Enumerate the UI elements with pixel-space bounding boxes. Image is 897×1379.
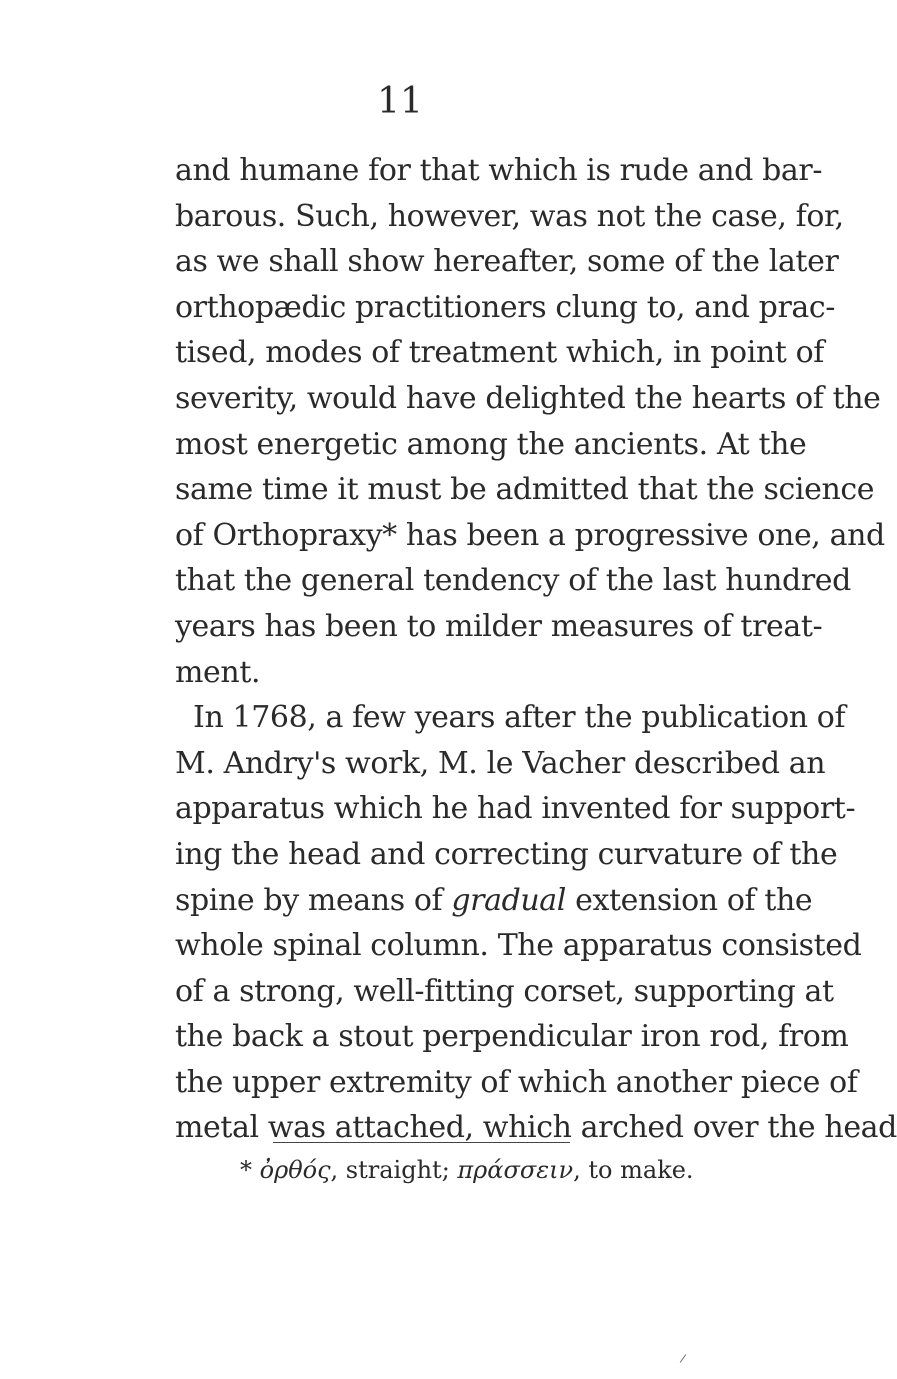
text-line: and humane for that which is rude and bar- — [175, 153, 823, 188]
text-line: severity, would have delighted the hearts of the — [175, 380, 881, 416]
text-line: same time it must be admitted that the science — [175, 472, 875, 508]
text-line: the upper extremity of which another piece of — [175, 1064, 858, 1100]
text-line: metal was attached, which arched over the head — [175, 1110, 897, 1146]
greek-word-orthos: ὀρθός — [259, 1156, 331, 1184]
text-line — [175, 878, 813, 924]
page-number: 11 — [377, 81, 423, 122]
text-line: the back a stout perpendicular iron rod, from — [175, 1019, 849, 1055]
text-line: that the general tendency of the last hundred — [175, 563, 851, 599]
text-segment: spine by means of — [175, 882, 452, 918]
text-line: tised, modes of treatment which, in point of — [175, 335, 824, 371]
text-line: apparatus which he had invented for support- — [175, 791, 856, 827]
text-line: ment. — [175, 654, 261, 690]
footnote-gloss: , straight; — [330, 1156, 458, 1184]
footnote-gloss: , to make. — [573, 1156, 694, 1184]
greek-word-prassein: πράσσειν — [457, 1156, 574, 1184]
text-line: In 1768, a few years after the publication of — [193, 700, 846, 736]
text-line: of a strong, well-fitting corset, supporting at — [175, 973, 834, 1009]
footnote-marker: * — [240, 1156, 260, 1184]
footnote — [240, 1150, 694, 1190]
text-line: as we shall show hereafter, some of the later — [175, 244, 839, 280]
text-line: orthopædic practitioners clung to, and prac- — [175, 289, 836, 325]
text-segment: extension of the — [565, 882, 813, 918]
text-line: barous. Such, however, was not the case, for, — [175, 198, 844, 234]
emphasis-gradual: gradual — [451, 882, 566, 918]
text-line: years has been to milder measures of treat- — [175, 608, 823, 644]
body-text — [175, 148, 897, 1151]
stray-mark — [680, 1354, 687, 1363]
text-line: M. Andry's work, M. le Vacher described an — [175, 745, 826, 781]
text-line: whole spinal column. The apparatus consisted — [175, 928, 862, 964]
text-line: of Orthopraxy* has been a progressive one, and — [175, 517, 885, 553]
text-line: most energetic among the ancients. At the — [175, 426, 807, 462]
footnote-divider — [273, 1142, 570, 1143]
text-line: ing the head and correcting curvature of the — [175, 836, 838, 872]
